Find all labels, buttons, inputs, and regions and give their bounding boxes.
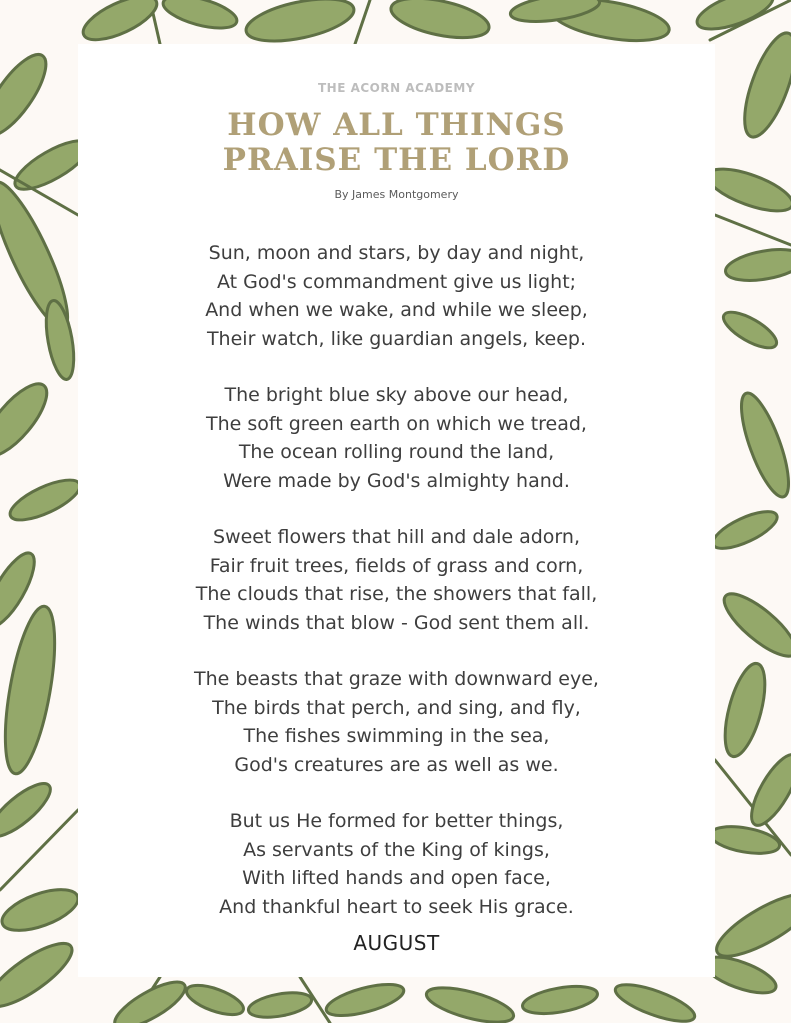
stanza xyxy=(78,807,715,921)
poem-line: Fair fruit trees, fields of grass and corn, xyxy=(209,554,584,577)
month-label: AUGUST xyxy=(353,931,440,955)
poem-line: Sun, moon and stars, by day and night, xyxy=(208,242,585,264)
poem-line: With lifted hands and open face, xyxy=(242,867,551,889)
poem-line: The beasts that graze with downward eye, xyxy=(194,668,599,690)
poem-title xyxy=(78,108,715,178)
poem-line: The soft green earth on which we tread, xyxy=(206,412,587,435)
poem-author: By James Montgomery xyxy=(334,188,459,201)
poem-line: But us He formed for better things, xyxy=(229,810,564,832)
poem-line: The ocean rolling round the land, xyxy=(238,441,555,463)
poem-line: And thankful heart to seek His grace. xyxy=(219,895,574,918)
stanza xyxy=(78,239,715,353)
poem-line: And when we wake, and while we sleep, xyxy=(205,299,588,321)
poem-line: The clouds that rise, the showers that fall, xyxy=(195,583,598,605)
poem-line: The bright blue sky above our head, xyxy=(224,384,569,406)
poem-line: The winds that blow - God sent them all. xyxy=(203,611,590,634)
poem-line: Were made by God's almighty hand. xyxy=(223,469,570,492)
school-name: THE ACORN ACADEMY xyxy=(317,81,476,95)
poem-line: The fishes swimming in the sea, xyxy=(243,725,550,747)
poem-title-line-1: HOW ALL THINGS xyxy=(227,107,566,143)
poem-line: Sweet flowers that hill and dale adorn, xyxy=(213,526,580,548)
stanza xyxy=(78,523,715,637)
poem-card xyxy=(78,44,715,977)
poem-title-line-2: PRAISE THE LORD xyxy=(222,142,571,178)
poem-line: As servants of the King of kings, xyxy=(243,838,550,861)
poem-line: At God's commandment give us light; xyxy=(216,270,577,293)
stanza xyxy=(78,665,715,779)
poem-line: The birds that perch, and sing, and fly, xyxy=(212,696,581,719)
poem-body xyxy=(78,239,715,949)
poem-line: God's creatures are as well as we. xyxy=(234,753,559,776)
stanza xyxy=(78,381,715,495)
poem-line: Their watch, like guardian angels, keep. xyxy=(206,327,587,350)
